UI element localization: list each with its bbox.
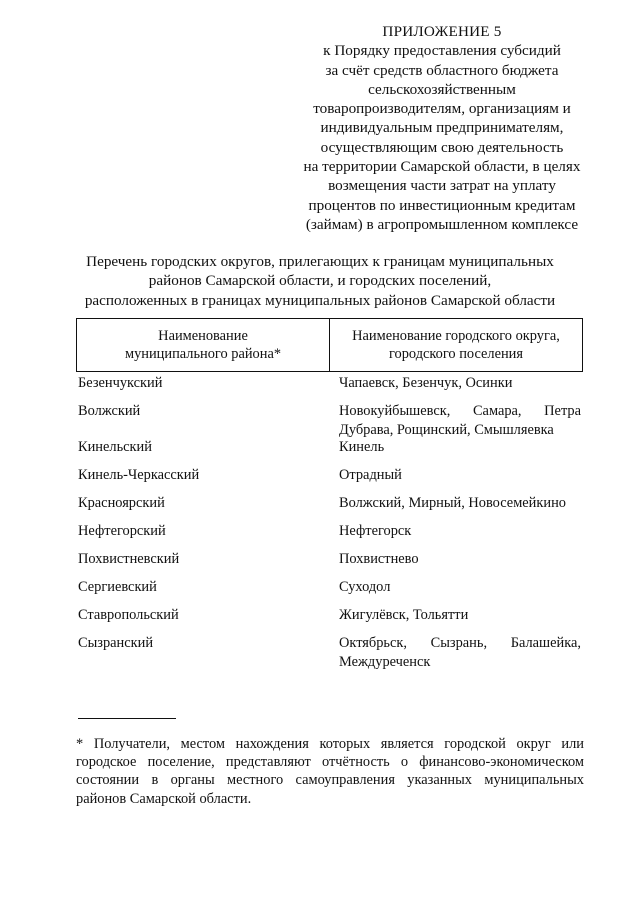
footnote: * Получатели, местом нахождения которых является городской округ или городское поселение, представляют отчётность о финансово-экономическом состоянии в органы местного самоуправления указанных муниципальных районов Самарской области.	[76, 736, 584, 807]
settlement-names: Похвистнево	[339, 551, 419, 567]
appendix-line: за счёт средств областного бюджета	[325, 61, 559, 79]
title-line: расположенных в границах муниципальных районов Самарской области	[84, 291, 556, 309]
column-header-settlement	[330, 319, 582, 371]
district-name: Ставропольский	[78, 607, 179, 623]
settlement-names: Суходол	[339, 579, 391, 595]
appendix-line: (займам) в агропромышленном комплексе	[305, 215, 579, 233]
appendix-title: ПРИЛОЖЕНИЕ 5	[382, 23, 502, 40]
settlement-names: Отрадный	[339, 467, 402, 483]
settlement-names: Волжский, Мирный, Новосемейкино	[339, 495, 566, 511]
settlement-names: Новокуйбышевск, Самара, Петра Дубрава, Рощинский, Смышляевка	[339, 403, 581, 438]
settlement-names: Жигулёвск, Тольятти	[339, 607, 469, 623]
footnote-divider	[78, 718, 176, 719]
column-header-district	[77, 319, 330, 371]
appendix-line: возмещения части затрат на уплату	[328, 177, 556, 195]
district-name: Сергиевский	[78, 579, 157, 595]
settlement-names: Октябрьск, Сызрань, Балашейка, Междуреченск	[339, 635, 581, 670]
appendix-line: товаропроизводителям, организациям и	[313, 100, 571, 118]
settlement-names: Нефтегорск	[339, 523, 412, 539]
district-name: Безенчукский	[78, 375, 163, 391]
appendix-line: осуществляющим свою деятельность	[320, 138, 564, 156]
district-name: Кинель-Черкасский	[78, 467, 200, 483]
district-name: Нефтегорский	[78, 523, 166, 539]
district-name: Кинельский	[78, 439, 152, 455]
column-header-line: Наименование	[158, 328, 248, 344]
settlement-names: Кинель	[339, 439, 385, 455]
district-name: Волжский	[78, 403, 141, 419]
appendix-line: индивидуальным предпринимателям,	[320, 119, 564, 137]
appendix-line: процентов по инвестиционным кредитам	[308, 196, 576, 214]
column-header-line: муниципального района*	[124, 346, 282, 362]
table-header	[76, 318, 583, 372]
title-line: районов Самарской области, и городских поселений,	[148, 272, 492, 290]
district-name: Сызранский	[78, 635, 154, 651]
settlement-names: Чапаевск, Безенчук, Осинки	[339, 375, 513, 391]
appendix-line: на территории Самарской области, в целях	[303, 158, 581, 176]
column-header-line: Наименование городского округа,	[352, 328, 560, 344]
appendix-heading	[300, 22, 584, 234]
district-name: Похвистневский	[78, 551, 180, 567]
page-title	[70, 252, 570, 310]
column-header-line: городского поселения	[388, 346, 523, 362]
district-name: Красноярский	[78, 495, 165, 511]
title-line: Перечень городских округов, прилегающих к границам муниципальных	[86, 253, 554, 270]
appendix-line: сельскохозяйственным	[368, 80, 516, 98]
appendix-line: к Порядку предоставления субсидий	[323, 42, 561, 60]
